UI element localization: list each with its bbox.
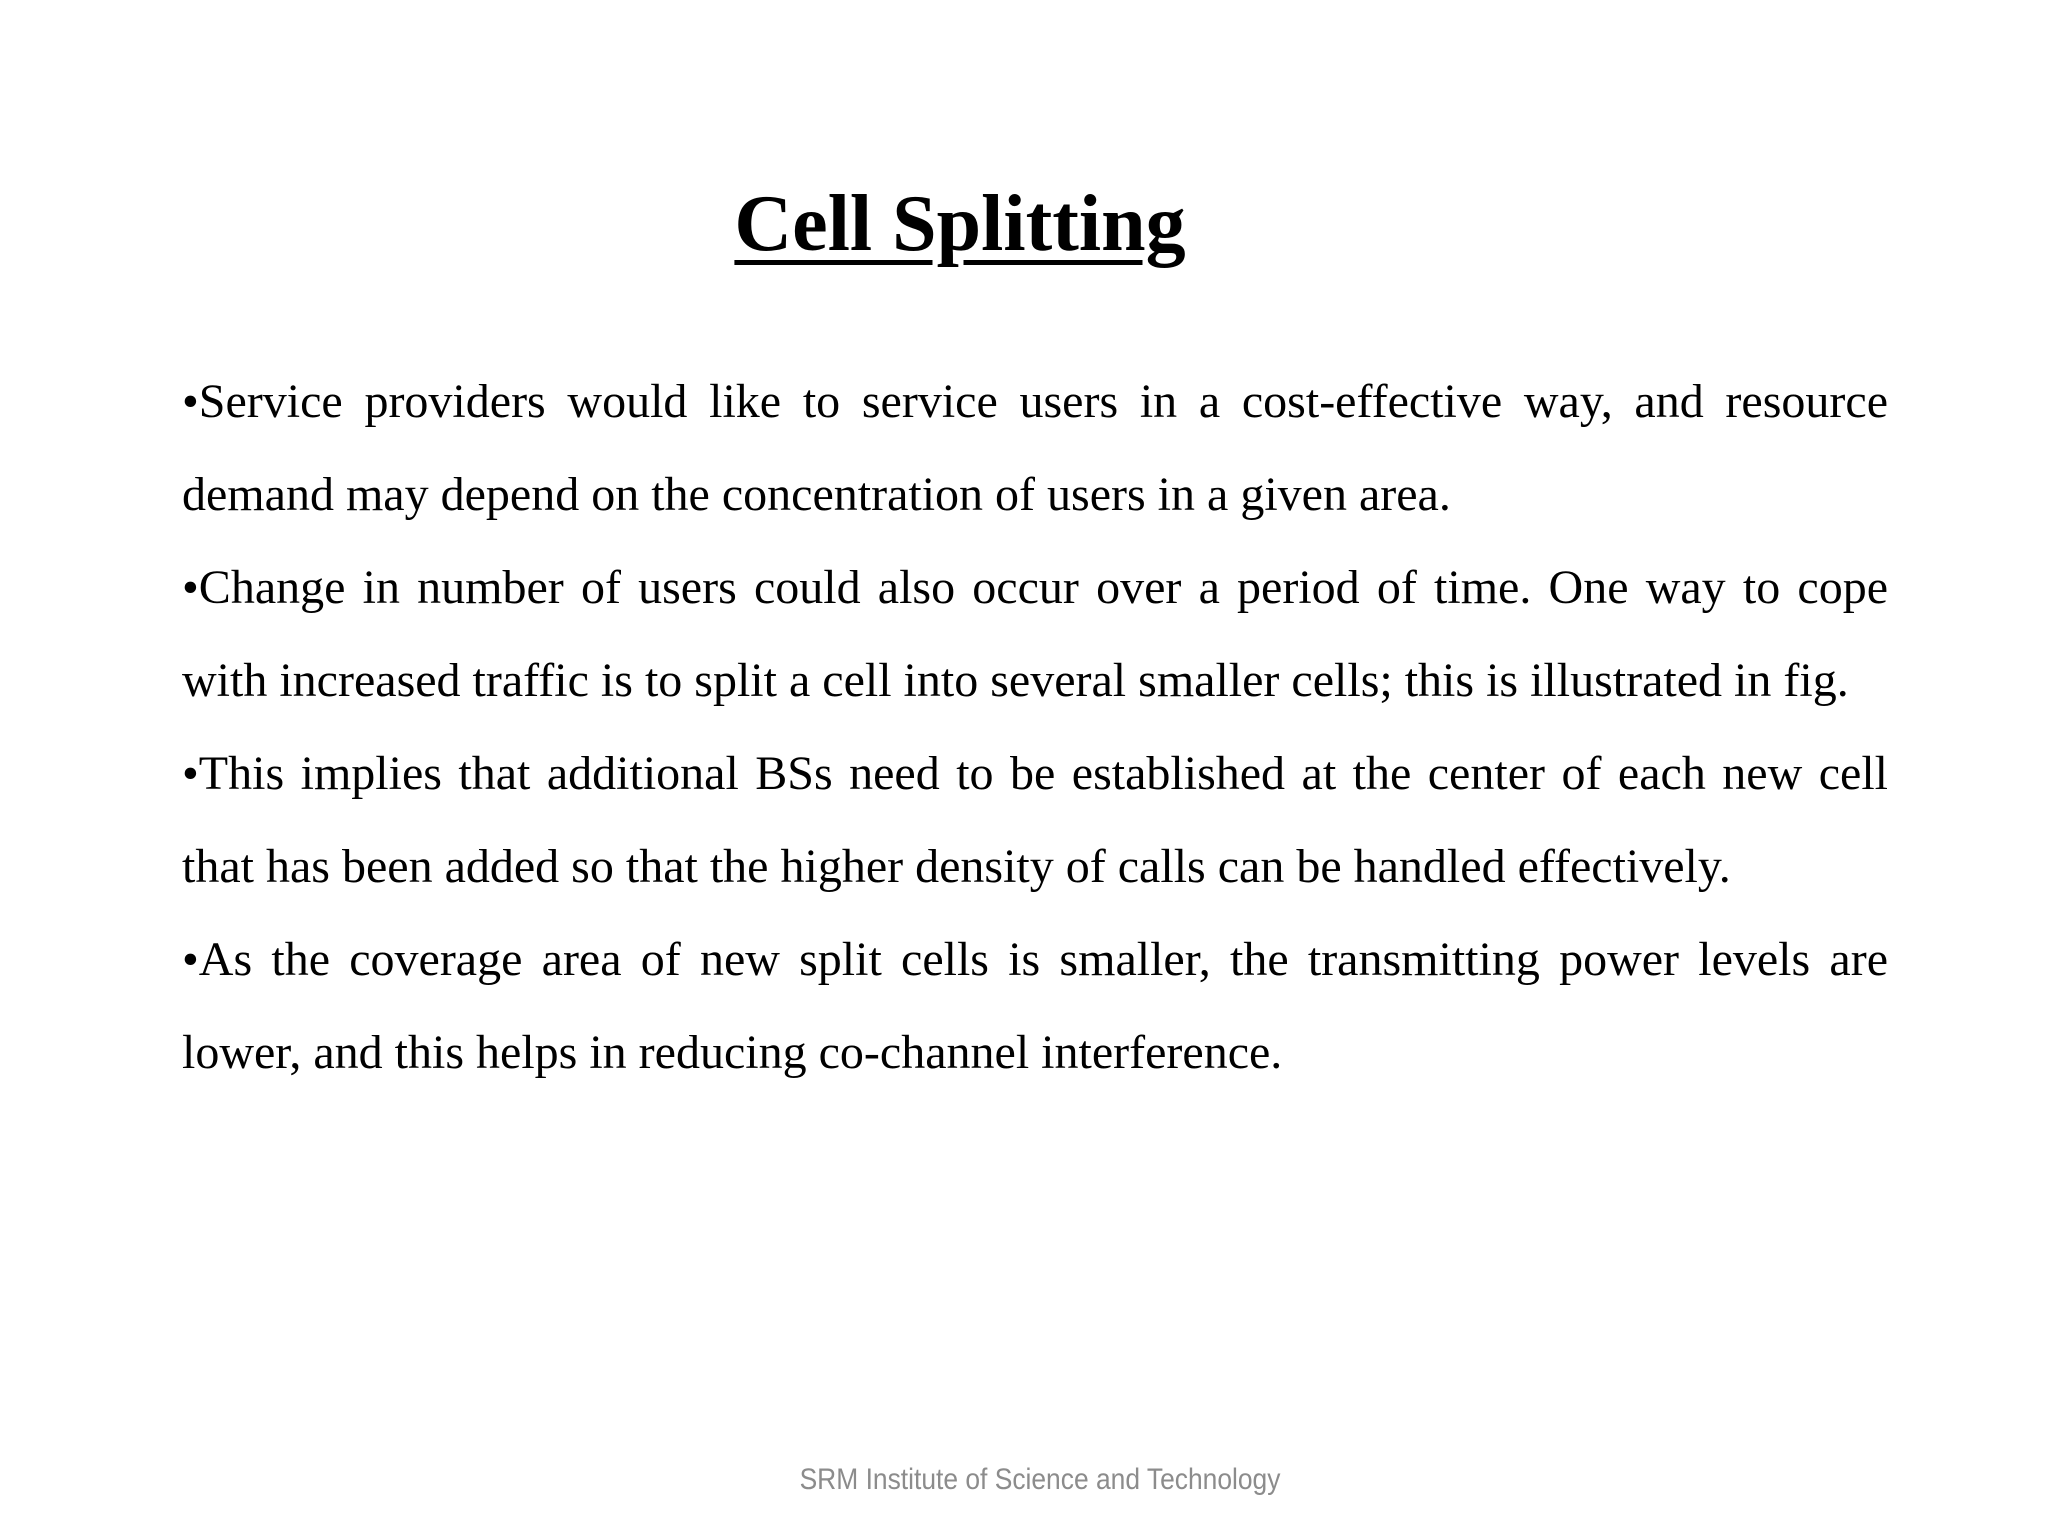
slide-title: Cell Splitting <box>734 180 1186 268</box>
bullet-item: •Change in number of users could also occur over a period of time. One way to cope with increased traffic is to split a cell into several smaller cells; this is illustrated in fig. <box>182 561 1888 707</box>
bullet-item: •Service providers would like to service users in a cost-effective way, and resource demand may depend on the concentration of users in a given area. <box>182 375 1888 521</box>
slide-footer: SRM Institute of Science and Technology <box>799 1463 1281 1496</box>
bullet-list <box>182 355 1888 1099</box>
bullet-item: •This implies that additional BSs need to be established at the center of each new cell that has been added so that the higher density of calls can be handled effectively. <box>182 747 1888 893</box>
bullet-item: •As the coverage area of new split cells is smaller, the transmitting power levels are lower, and this helps in reducing co-channel interference. <box>182 933 1888 1079</box>
